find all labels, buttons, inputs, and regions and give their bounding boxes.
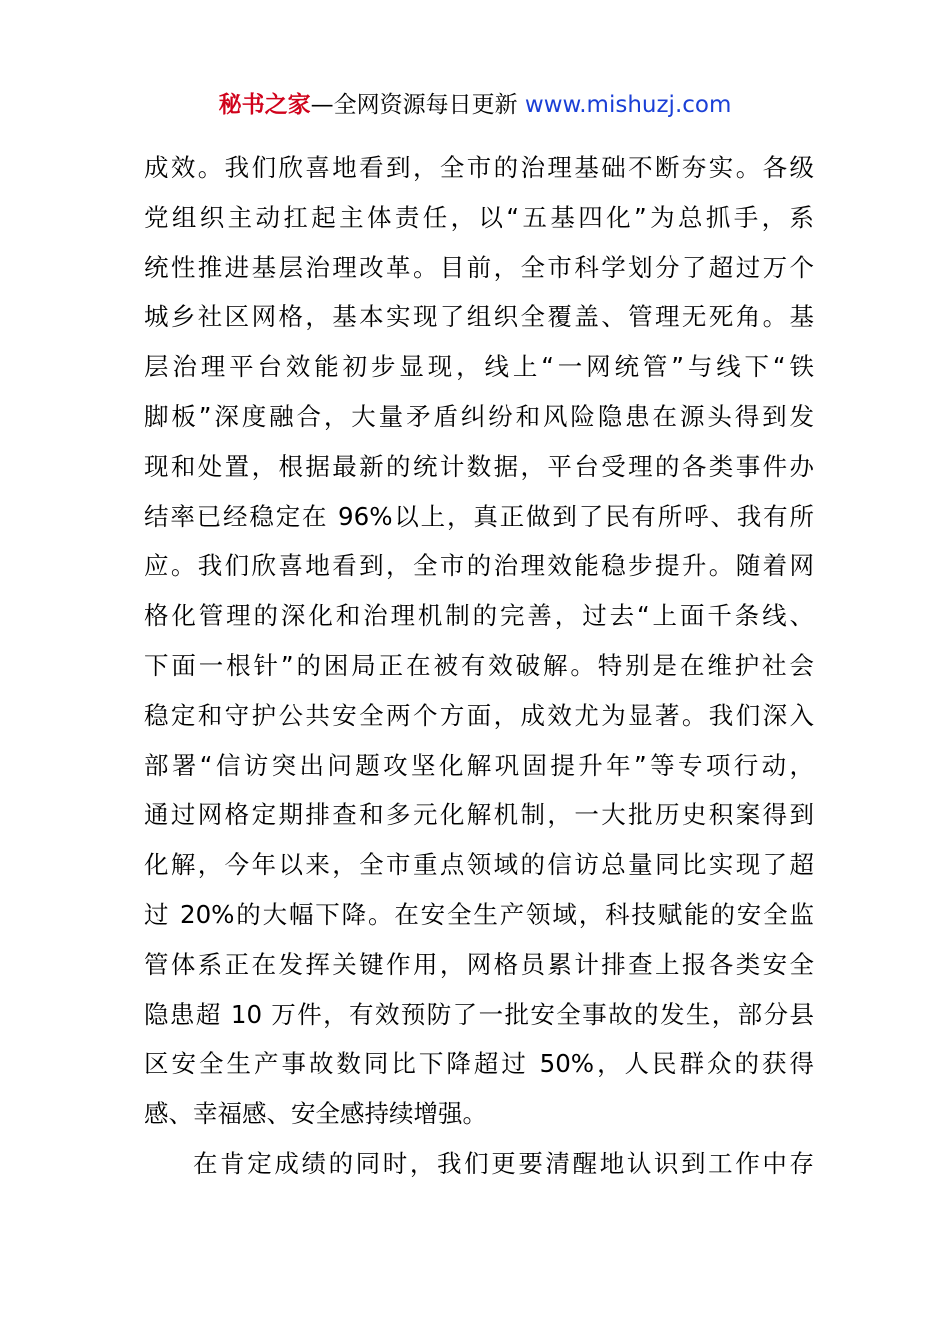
paragraph-line: 成效。我们欣喜地看到，全市的治理基础不断夯实。各级 xyxy=(144,153,814,182)
paragraph-line: 过 20%的大幅下降。在安全生产领域，科技赋能的安全监 xyxy=(144,899,814,929)
paragraph-line: 管体系正在发挥关键作用，网格员累计排查上报各类安全 xyxy=(144,949,814,979)
document-body xyxy=(144,143,814,1189)
paragraph-line: 统性推进基层治理改革。目前，全市科学划分了超过万个 xyxy=(144,252,814,282)
paragraph-line: 层治理平台效能初步显现，线上“一网统管”与线下“铁 xyxy=(144,352,814,382)
paragraph-line: 现和处置，根据最新的统计数据，平台受理的各类事件办 xyxy=(144,451,814,481)
site-tagline: —全网资源每日更新 xyxy=(310,92,525,118)
paragraph-line: 化解，今年以来，全市重点领域的信访总量同比实现了超 xyxy=(144,850,814,880)
paragraph-line: 部署“信访突出问题攻坚化解巩固提升年”等专项行动， xyxy=(144,750,814,780)
paragraph-line: 党组织主动扛起主体责任，以“五基四化”为总抓手，系 xyxy=(144,202,814,232)
paragraph-line: 在肯定成绩的同时，我们更要清醒地认识到工作中存 xyxy=(193,1148,814,1178)
paragraph-line: 格化管理的深化和治理机制的完善，过去“上面千条线、 xyxy=(144,601,814,631)
paragraph-line: 应。我们欣喜地看到，全市的治理效能稳步提升。随着网 xyxy=(144,551,814,581)
paragraph-line: 稳定和守护公共安全两个方面，成效尤为显著。我们深入 xyxy=(144,700,814,730)
paragraph-line: 城乡社区网格，基本实现了组织全覆盖、管理无死角。基 xyxy=(144,302,814,332)
site-brand: 秘书之家 xyxy=(218,92,311,118)
paragraph-line: 隐患超 10 万件，有效预防了一批安全事故的发生，部分县 xyxy=(144,999,814,1029)
paragraph-line: 结率已经稳定在 96%以上，真正做到了民有所呼、我有所 xyxy=(144,501,814,531)
paragraph-line: 脚板”深度融合，大量矛盾纠纷和风险隐患在源头得到发 xyxy=(144,401,814,431)
paragraph-line: 区安全生产事故数同比下降超过 50%，人民群众的获得 xyxy=(144,1049,814,1079)
page-header xyxy=(0,88,950,122)
paragraph-line: 感、幸福感、安全感持续增强。 xyxy=(144,1099,487,1129)
paragraph-line: 通过网格定期排查和多元化解机制，一大批历史积案得到 xyxy=(144,800,814,830)
paragraph-line: 下面一根针”的困局正在被有效破解。特别是在维护社会 xyxy=(144,650,814,680)
site-url-link[interactable]: www.mishuzj.com xyxy=(524,92,732,118)
